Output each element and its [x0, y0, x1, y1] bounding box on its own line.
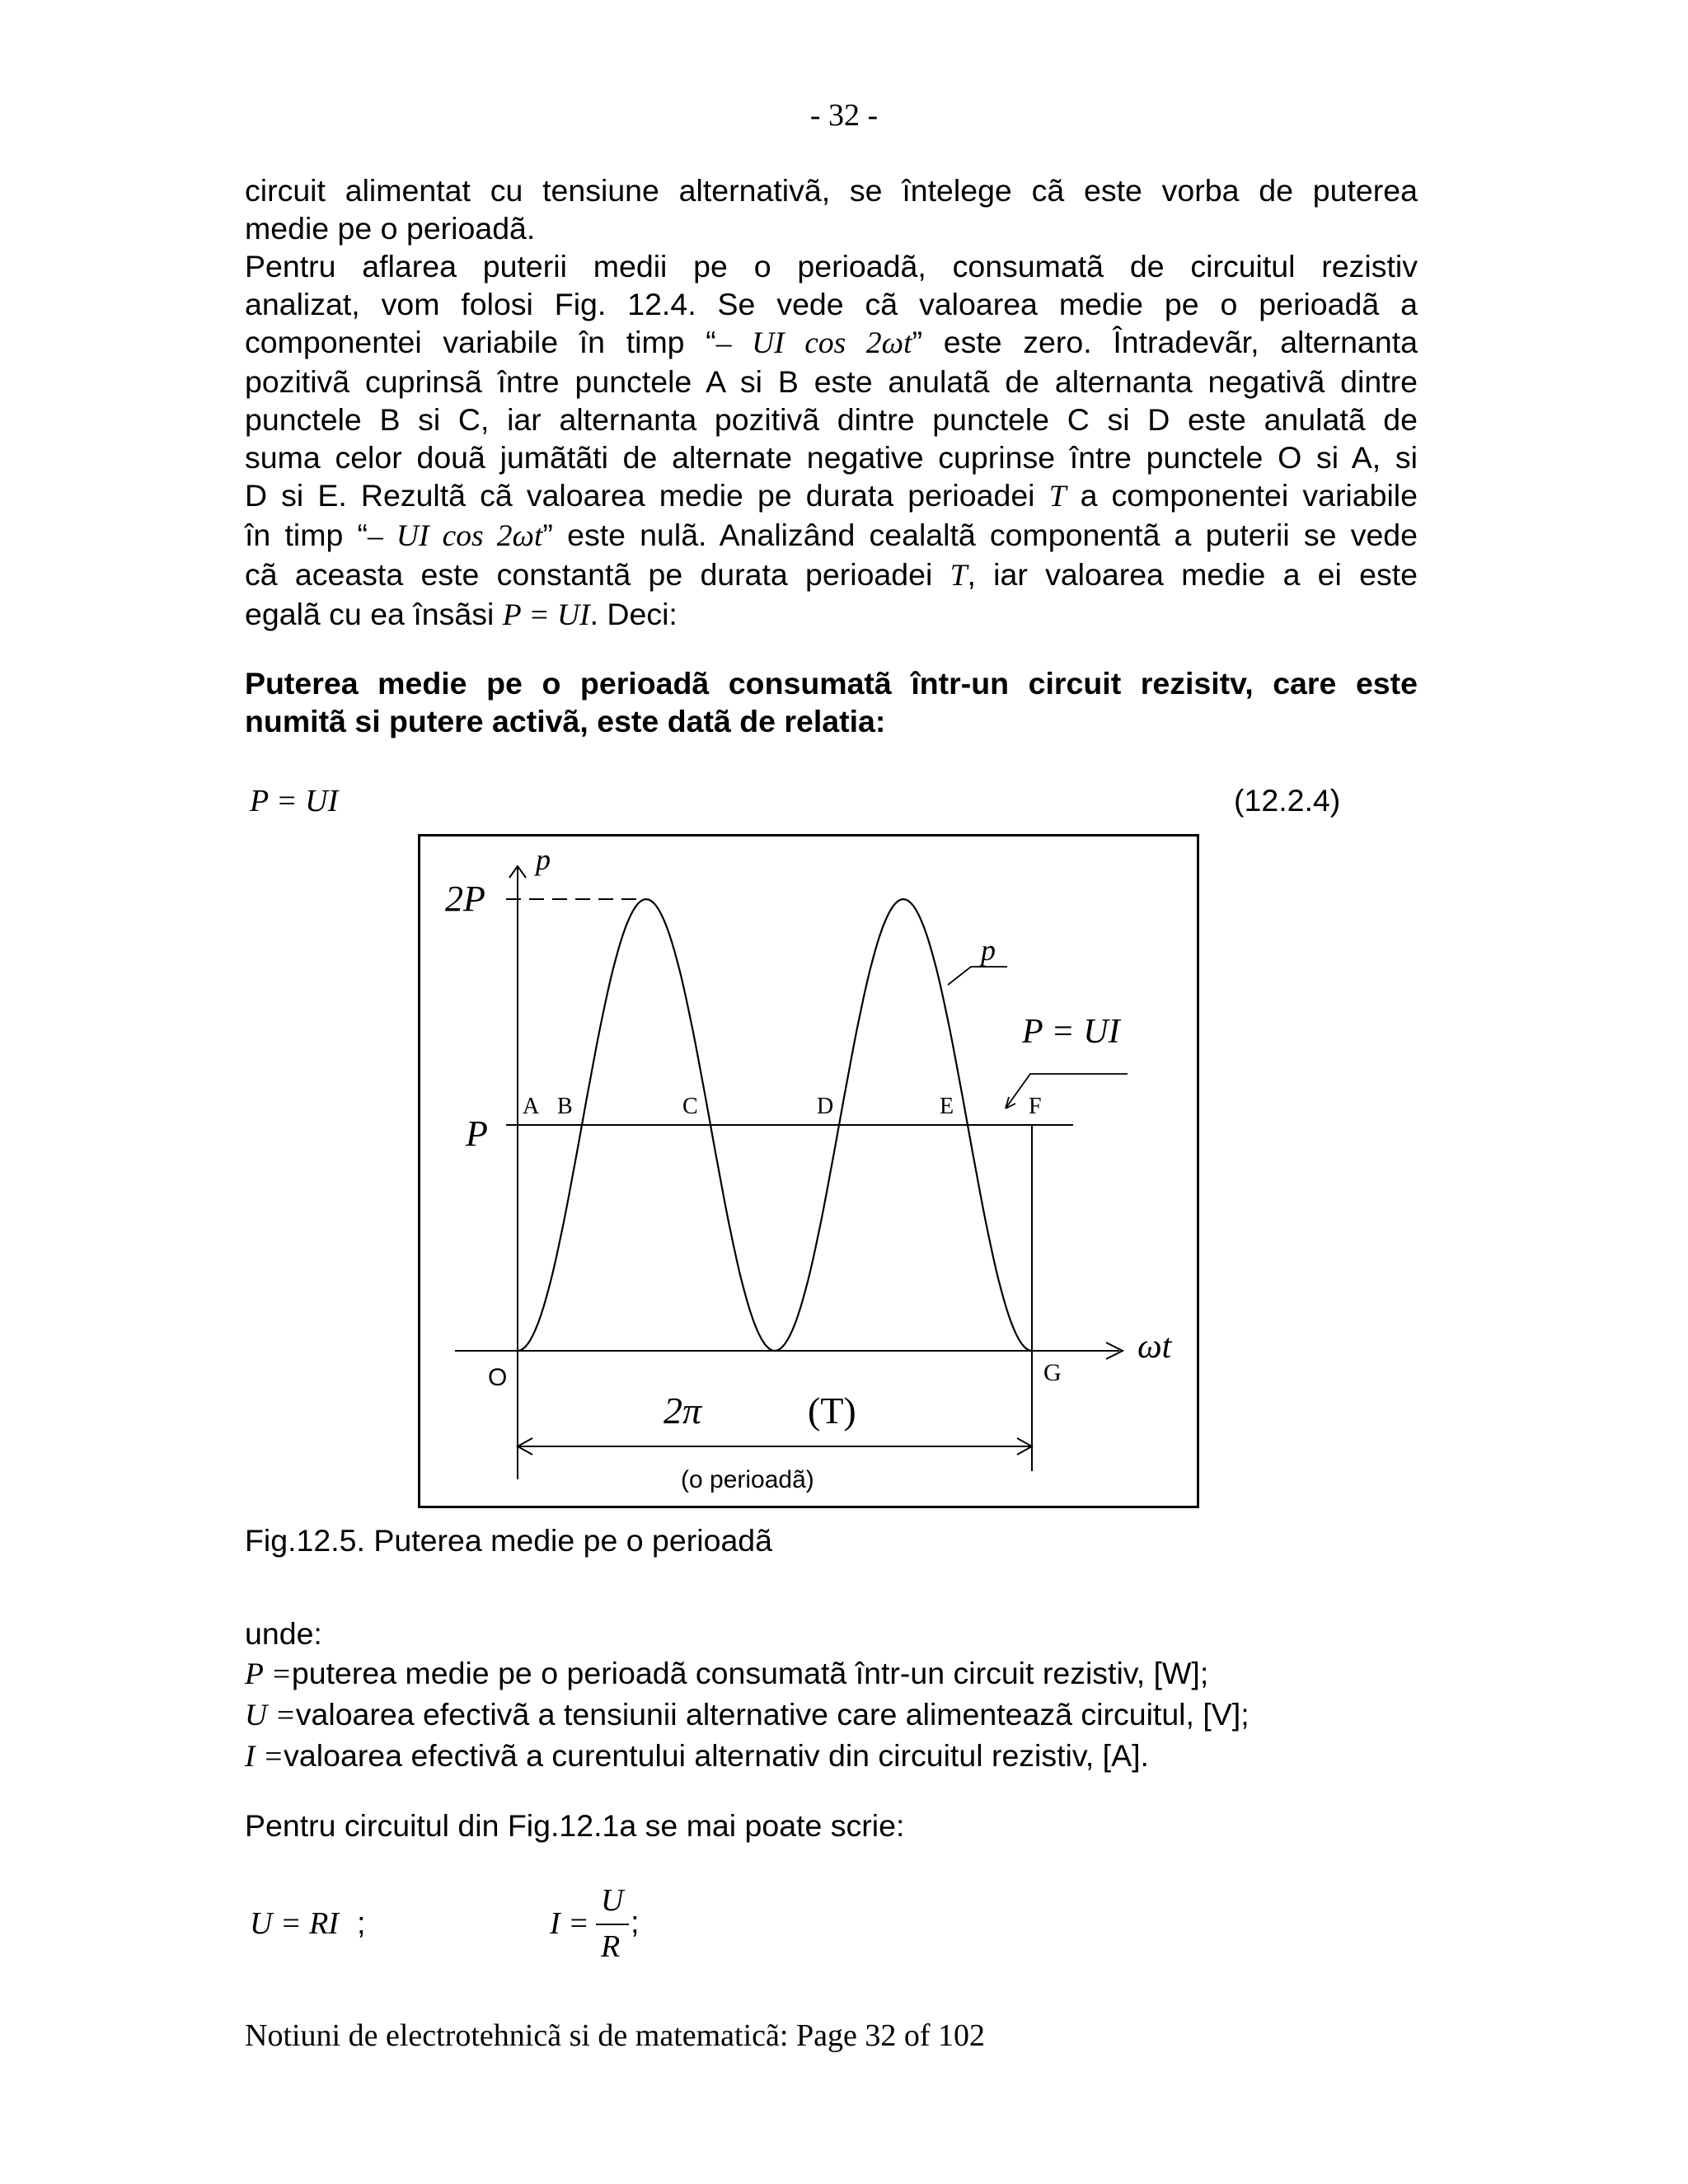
- power-diagram: [420, 837, 1197, 1506]
- bold-line-1: Puterea medie pe o perioadã consumatã într-un circuit rezisitv, care este: [245, 666, 1418, 701]
- inline-symbol: T: [950, 559, 968, 593]
- para-line-1: Pentru aflarea puterii medii pe o perioadã, consumatã de circuitul rezistiv: [245, 249, 1418, 284]
- period-note: (o perioadã): [681, 1466, 814, 1493]
- page-footer: Notiuni de electrotehnicã si de matematicã: Page 32 of 102: [245, 2018, 985, 2053]
- inline-formula: – UI cos 2ωt: [715, 326, 912, 360]
- final-paragraph: Pentru circuitul din Fig.12.1a se mai poate scrie:: [245, 1808, 905, 1843]
- para-line-5: punctele B si C, iar alternanta pozitivã dintre punctele C si D este anulatã de: [245, 402, 1418, 437]
- bold-statement: [245, 664, 1418, 740]
- definitions-title: unde:: [245, 1616, 322, 1651]
- curve-label: p: [981, 934, 996, 967]
- intro-line-2: medie pe o perioadã.: [245, 211, 536, 246]
- equation-number: (12.2.4): [1234, 783, 1341, 818]
- definitions-block: [245, 1614, 1418, 1777]
- figure-frame: [418, 834, 1199, 1508]
- para-line-2: analizat, vom folosi Fig. 12.4. Se vede cã valoarea medie pe o perioadã a: [245, 287, 1418, 321]
- y-tick-2p: 2P: [445, 879, 485, 919]
- period-label: 2π: [663, 1390, 702, 1432]
- para-line-8: în timp “– UI cos 2ωt” este nulã. Analizând cealaltã componentã a puterii se vede: [245, 518, 1418, 553]
- intro-paragraph: [245, 171, 1418, 247]
- curve-label-leader: [948, 967, 1007, 985]
- para-line-6: suma celor douã jumãtãti de alternate negative cuprinse între punctele O si A, si: [245, 440, 1418, 475]
- point-label-e: E: [940, 1094, 954, 1119]
- inline-formula: P = UI: [502, 598, 590, 632]
- bold-line-2: numitã si putere activã, este datã de relatia:: [245, 704, 886, 738]
- para-line-3: componentei variabile în timp “– UI cos 2ωt” este zero. Întradevãr, alternanta: [245, 325, 1418, 360]
- para-line-4: pozitivã cuprinsã între punctele A si B este anulatã de alternanta negativã dintre: [245, 364, 1418, 399]
- origin-label: O: [488, 1364, 508, 1391]
- para-line-10: egalã cu ea însãsi P = UI. Deci:: [245, 597, 678, 632]
- figure-caption: Fig.12.5. Puterea medie pe o perioadã: [245, 1523, 773, 1558]
- point-label-a: A: [523, 1094, 540, 1119]
- intro-line-1: circuit alimentat cu tensiune alternativã, se întelege cã este vorba de puterea: [245, 173, 1418, 208]
- page-number: - 32 -: [809, 98, 879, 133]
- line-label-leader: [1006, 1074, 1128, 1108]
- x-axis-label: ωt: [1137, 1328, 1172, 1366]
- period-symbol: (T): [808, 1390, 856, 1432]
- y-tick-p: P: [466, 1113, 488, 1154]
- point-label-f: F: [1029, 1094, 1042, 1119]
- inline-symbol: T: [1048, 480, 1067, 513]
- y-axis-label: p: [536, 843, 551, 876]
- inline-formula: – UI cos 2ωt: [368, 519, 543, 553]
- point-label-c: C: [682, 1094, 698, 1119]
- definition-u: U =valoarea efectivã a tensiunii alternative care alimenteazã circuitul, [V];: [245, 1697, 1250, 1732]
- end-label: G: [1043, 1359, 1062, 1386]
- main-paragraph: [245, 247, 1418, 635]
- para-line-9: cã aceasta este constantã pe durata perioadei T, iar valoarea medie a ei este: [245, 557, 1418, 593]
- equation-formula: P = UI: [250, 784, 339, 818]
- line-label: P = UI: [1022, 1013, 1120, 1051]
- point-label-d: D: [817, 1094, 834, 1119]
- point-label-b: B: [557, 1094, 573, 1119]
- formula-ohm: U = RI ;: [250, 1906, 366, 1941]
- para-line-7: D si E. Rezultã cã valoarea medie pe durata perioadei T a componentei variabile: [245, 478, 1418, 513]
- formula-current: I = U R ;: [550, 1883, 640, 1964]
- definition-i: I =valoarea efectivã a curentului alternativ din circuitul rezistiv, [A].: [245, 1738, 1149, 1774]
- definition-p: P =puterea medie pe o perioadã consumatã într-un circuit rezistiv, [W];: [245, 1656, 1209, 1691]
- fraction-bar: [596, 1924, 629, 1925]
